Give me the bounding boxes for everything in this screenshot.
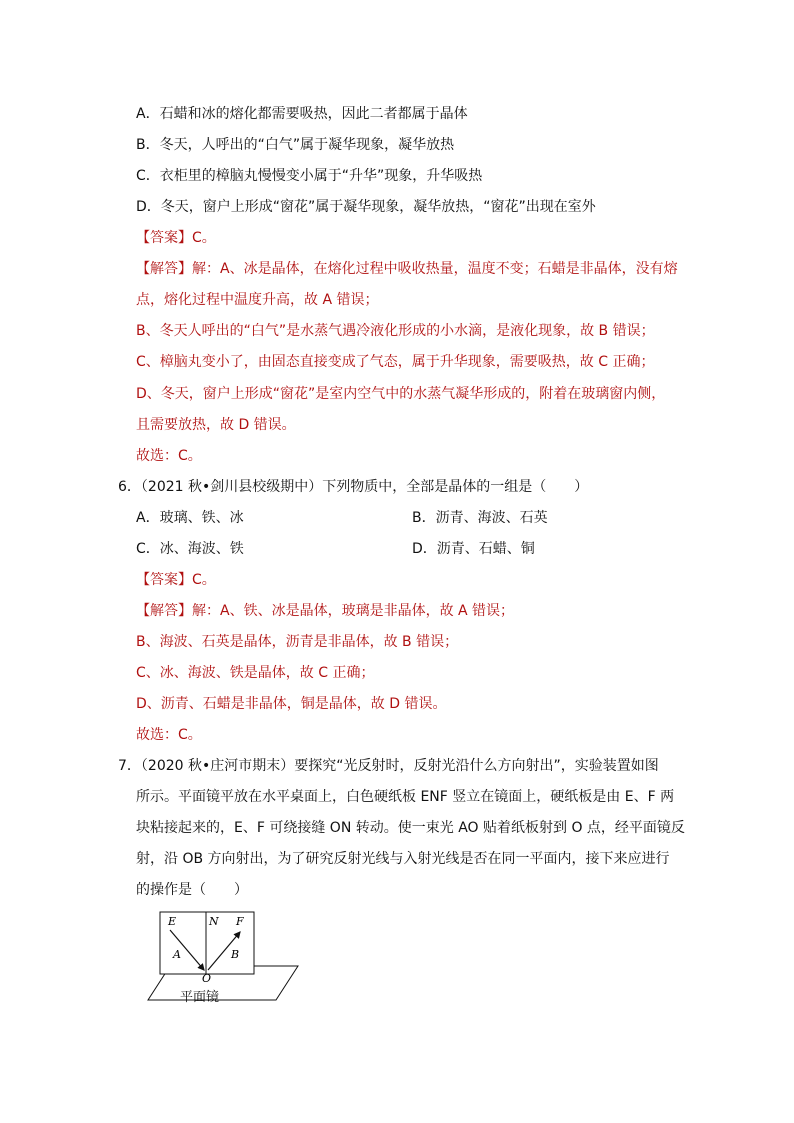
label-n: N: [209, 915, 219, 928]
q7-stem-line-2: 所示。平面镜平放在水平桌面上，白色硬纸板 ENF 竖立在镜面上，硬纸板是由 E、F 两: [136, 789, 675, 805]
q6-analysis-line-1: 【解答】解：A、铁、冰是晶体，玻璃是非晶体，故 A 错误；: [136, 603, 515, 619]
q5-option-c: C．衣柜里的樟脑丸慢慢变小属于“升华”现象，升华吸热: [136, 168, 483, 184]
q7-stem-line-4: 射，沿 OB 方向射出，为了研究反射光线与入射光线是否在同一平面内，接下来应进行: [136, 851, 670, 867]
q7-stem-line-1: 7．（2020 秋•庄河市期末）要探究“光反射时，反射光沿什么方向射出”，实验装置如图: [118, 758, 659, 774]
q5-analysis-line-5: D、冬天，窗户上形成“窗花”是室内空气中的水蒸气凝华形成的，附着在玻璃窗内侧，: [136, 386, 666, 402]
q6-analysis-line-4: D、沥青、石蜡是非晶体，铜是晶体，故 D 错误。: [136, 696, 447, 712]
q6-choice: 故选：C。: [136, 727, 202, 743]
q5-option-b: B．冬天，人呼出的“白气”属于凝华现象，凝华放热: [136, 137, 455, 153]
label-e: E: [168, 915, 177, 928]
label-a: A: [173, 948, 181, 961]
q6-option-c: C．冰、海波、铁: [136, 541, 244, 557]
q5-analysis-line-3: B、冬天人呼出的“白气”是水蒸气遇冷液化形成的小水滴，是液化现象，故 B 错误；: [136, 323, 655, 339]
mirror-caption: 平面镜: [180, 990, 220, 1005]
q5-option-d: D．冬天，窗户上形成“窗花”属于凝华现象，凝华放热，“窗花”出现在室外: [136, 199, 596, 215]
reflection-diagram: [140, 908, 300, 1012]
q6-option-b: B．沥青、海波、石英: [412, 510, 548, 526]
q5-analysis-line-6: 且需要放热，故 D 错误。: [136, 417, 296, 433]
q5-analysis-line-2: 点，熔化过程中温度升高，故 A 错误；: [136, 292, 379, 308]
label-f: F: [236, 915, 244, 928]
q5-answer: 【答案】C。: [136, 230, 216, 246]
label-o: O: [202, 972, 212, 985]
q5-choice: 故选：C。: [136, 448, 202, 464]
q5-analysis-line-1: 【解答】解：A、冰是晶体，在熔化过程中吸收热量，温度不变；石蜡是非晶体，没有熔: [136, 261, 678, 277]
q7-stem-line-5: 的操作是（ ）: [136, 882, 248, 898]
q6-option-a: A．玻璃、铁、冰: [136, 510, 244, 526]
q6-analysis-line-3: C、冰、海波、铁是晶体，故 C 正确；: [136, 665, 375, 681]
reflection-diagram-svg: [140, 908, 300, 1012]
q7-stem-line-3: 块粘接起来的，E、F 可绕接缝 ON 转动。使一束光 AO 贴着纸板射到 O 点，经平面镜反: [136, 820, 685, 836]
q5-analysis-line-4: C、樟脑丸变小了，由固态直接变成了气态，属于升华现象，需要吸热，故 C 正确；: [136, 354, 655, 370]
q6-answer: 【答案】C。: [136, 572, 216, 588]
label-b: B: [231, 948, 240, 961]
q6-analysis-line-2: B、海波、石英是晶体，沥青是非晶体，故 B 错误；: [136, 634, 459, 650]
q6-stem: 6．（2021 秋•剑川县校级期中）下列物质中，全部是晶体的一组是（ ）: [118, 479, 589, 495]
q6-option-d: D．沥青、石蜡、铜: [412, 541, 535, 557]
q5-option-a: A．石蜡和冰的熔化都需要吸热，因此二者都属于晶体: [136, 106, 468, 122]
